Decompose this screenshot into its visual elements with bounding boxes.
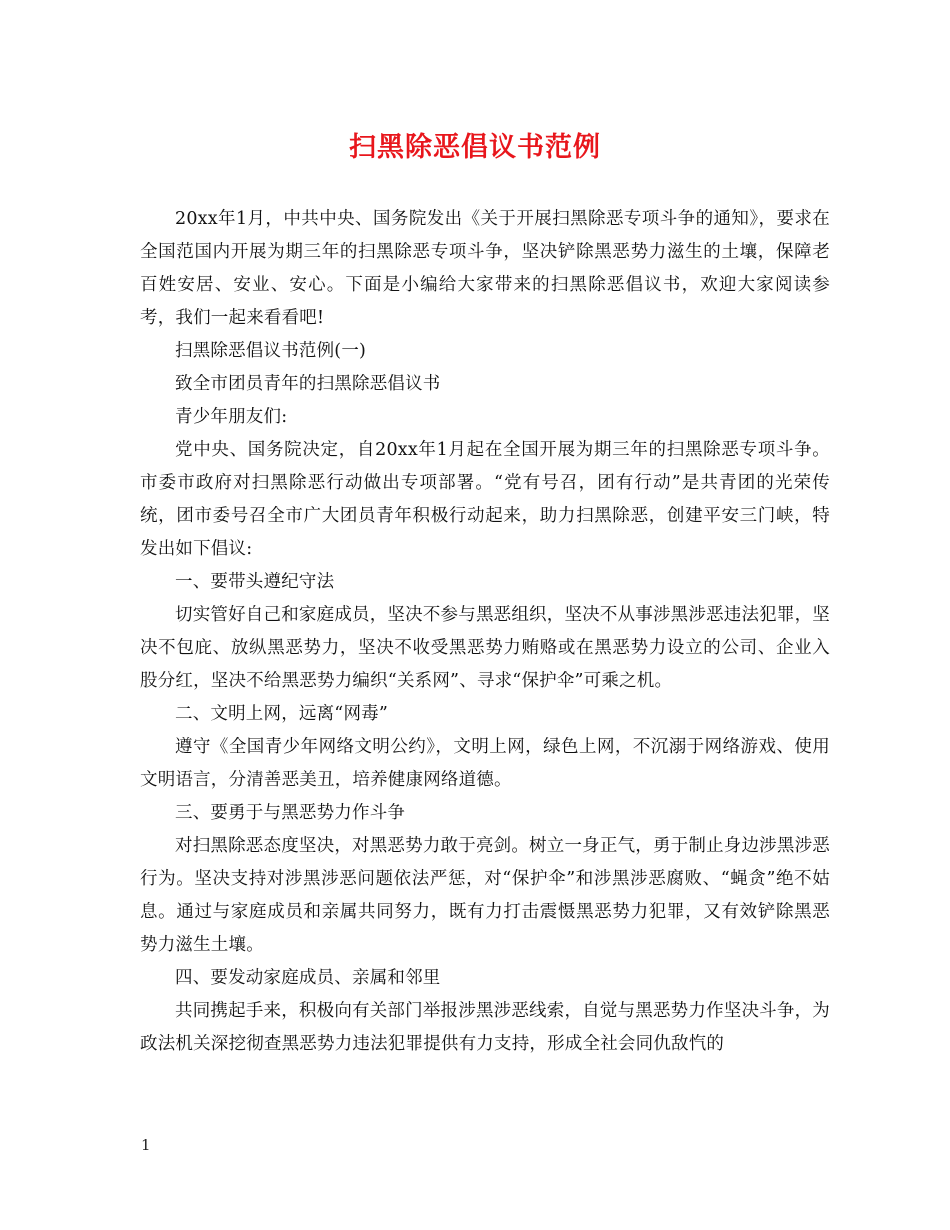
section-body-3: 对扫黑除恶态度坚决，对黑恶势力敢于亮剑。树立一身正气，勇于制止身边涉黑涉恶行为。坚决支持对涉黑涉恶问题依法严惩，对“保护伞”和涉黑涉恶腐败、“蝇贪”绝不姑息。通过与家庭成员和亲属共同努力，既有力打击震慑黑恶势力犯罪，又有效铲除黑恶势力滋生土壤。 — [140, 836, 830, 955]
paragraph-letter-title: 致全市团员青年的扫黑除恶倡议书 — [175, 374, 441, 394]
section-body-1: 切实管好自己和家庭成员，坚决不参与黑恶组织，坚决不从事涉黑涉恶违法犯罪，坚决不包庇、放纵黑恶势力，坚决不收受黑恶势力贿赂或在黑恶势力设立的公司、企业入股分红，坚决不给黑恶势力编织“关系网”、寻求“保护伞”可乘之机。 — [140, 605, 830, 691]
section-heading-4: 四、要发动家庭成员、亲属和邻里 — [175, 968, 441, 988]
section-body-4: 共同携起手来，积极向有关部门举报涉黑涉恶线索，自觉与黑恶势力作坚决斗争，为政法机关深挖彻查黑恶势力违法犯罪提供有力支持，形成全社会同仇敌忾的 — [140, 1001, 830, 1054]
section-heading-3: 三、要勇于与黑恶势力作斗争 — [175, 803, 406, 823]
paragraph-salutation: 青少年朋友们: — [175, 407, 288, 427]
paragraph-intro: 20xx年1月，中共中央、国务院发出《关于开展扫黑除恶专项斗争的通知》，要求在全国范国内开展为期三年的扫黑除恶专项斗争，坚决铲除黑恶势力滋生的土壤，保障老百姓安居、安业、安心。下面是小编给大家带来的扫黑除恶倡议书，欢迎大家阅读参考，我们一起来看看吧! — [140, 209, 830, 328]
paragraph-example-heading: 扫黑除恶倡议书范例(一) — [175, 341, 367, 361]
page-number: 1 — [141, 1136, 151, 1154]
section-heading-1: 一、要带头遵纪守法 — [175, 572, 335, 592]
section-body-2: 遵守《全国青少年网络文明公约》，文明上网，绿色上网，不沉溺于网络游戏、使用文明语言，分清善恶美丑，培养健康网络道德。 — [140, 737, 830, 790]
section-heading-2: 二、文明上网，远离“网毒” — [175, 704, 388, 724]
paragraph-background: 党中央、国务院决定，自20xx年1月起在全国开展为期三年的扫黑除恶专项斗争。市委市政府对扫黑除恶行动做出专项部署。“党有号召，团有行动”是共青团的光荣传统，团市委号召全市广大团员青年积极行动起来，助力扫黑除恶，创建平安三门峡，特发出如下倡议: — [140, 440, 830, 559]
document-title: 扫黑除恶倡议书范例 — [349, 132, 601, 163]
document-body — [140, 203, 830, 1061]
